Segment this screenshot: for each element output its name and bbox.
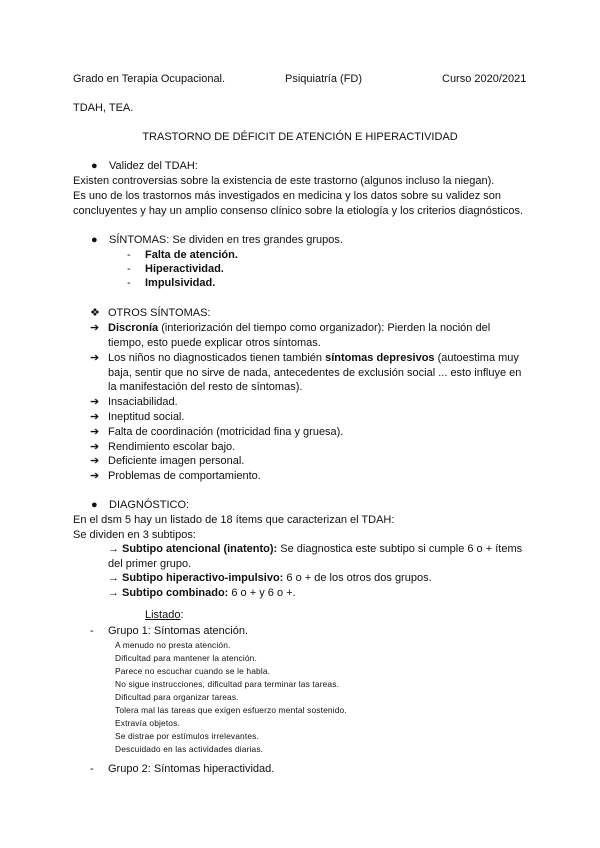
depresivos-post: (autoestima muy	[434, 352, 519, 364]
subtipo-1-term: Subtipo atencional (inatento):	[122, 543, 278, 555]
bullet-icon: ●	[91, 499, 98, 511]
grupo-1-item: Se distrae por estímulos irrelevantes.	[115, 731, 259, 741]
listado-title	[145, 608, 184, 622]
dash-icon: -	[127, 263, 131, 275]
document-title: TRASTORNO DE DÉFICIT DE ATENCIÓN E HIPERACTIVIDAD	[142, 131, 458, 143]
subtipo-3-term: Subtipo combinado:	[122, 587, 229, 599]
listado-colon: :	[180, 609, 184, 621]
grupo-1-item: No sigue instrucciones, dificultad para terminar las tareas.	[115, 679, 340, 689]
grupo-1-item: A menudo no presta atención.	[115, 640, 231, 650]
subtipo-3-text: 6 o + y 6 o +.	[228, 587, 296, 599]
discronia-term: Discronía	[108, 322, 159, 334]
depresivos-cont-2: la manifestación del resto de síntomas).	[108, 381, 303, 393]
sintomas-heading: SÍNTOMAS: Se dividen en tres grandes grupos.	[109, 234, 343, 246]
sintoma-item: Falta de atención.	[145, 249, 238, 261]
subtipo-2	[122, 571, 432, 585]
arrow-bullet-icon: ➔	[90, 411, 100, 423]
discronia-text: (interiorización del tiempo como organizador): Pierden la noción del	[158, 322, 491, 334]
arrow-bullet-icon: ➔	[90, 455, 100, 467]
diagnostico-line-1: En el dsm 5 hay un listado de 18 ítems que caracterizan el TDAH:	[73, 514, 395, 526]
grupo-1-item: Extravía objetos.	[115, 718, 180, 728]
topic-line: TDAH, TEA.	[73, 102, 134, 114]
diagnostico-line-2: Se dividen en 3 subtipos:	[73, 529, 196, 541]
otros-item: Insaciabilidad.	[108, 396, 178, 408]
otros-item: Ineptitud social.	[108, 411, 185, 423]
dash-icon: -	[90, 625, 94, 637]
grupo-1-heading: Grupo 1: Síntomas atención.	[108, 625, 249, 637]
dash-icon: -	[127, 249, 131, 261]
sintoma-item: Impulsividad.	[145, 277, 216, 289]
sintoma-item: Hiperactividad.	[145, 263, 224, 275]
validez-line-1: Existen controversias sobre la existencia de este trastorno (algunos incluso la niegan).	[73, 175, 495, 187]
arrow-bullet-icon: ➔	[90, 470, 100, 482]
depresivos-term: síntomas depresivos	[325, 352, 435, 364]
arrow-bullet-icon: ➔	[90, 322, 100, 334]
arrow-bullet-icon: ➔	[90, 352, 100, 364]
dash-icon: -	[127, 277, 131, 289]
subtipo-1-cont: del primer grupo.	[108, 558, 192, 570]
subtipo-2-term: Subtipo hiperactivo-impulsivo:	[122, 572, 284, 584]
grupo-1-item: Dificultad para organizar tareas.	[115, 692, 239, 702]
grupo-1-item: Descuidado en las actividades diarias.	[115, 744, 264, 754]
validez-line-3: concluyentes y hay un amplio consenso clínico sobre la etiología y los criterios diagnósticos.	[73, 205, 524, 217]
discronia-cont: tiempo, esto puede explicar otros síntomas.	[108, 337, 321, 349]
subtipo-3	[122, 586, 296, 600]
right-arrow-icon: →	[108, 543, 119, 555]
arrow-bullet-icon: ➔	[90, 396, 100, 408]
diagnostico-heading: DIAGNÓSTICO:	[109, 499, 190, 511]
validez-heading: Validez del TDAH:	[109, 160, 198, 172]
dash-icon: -	[90, 763, 94, 775]
right-arrow-icon: →	[108, 572, 119, 584]
grupo-1-item: Dificultad para mantener la atención.	[115, 653, 257, 663]
bullet-icon: ●	[91, 234, 98, 246]
otros-item: Problemas de comportamiento.	[108, 470, 261, 482]
validez-line-2: Es uno de los trastornos más investigados en medicina y los datos sobre su validez son	[73, 190, 502, 202]
grupo-1-item: Parece no escuchar cuando se le habla.	[115, 666, 271, 676]
otros-item: Falta de coordinación (motricidad fina y gruesa).	[108, 426, 344, 438]
right-arrow-icon: →	[108, 587, 119, 599]
listado-label: Listado	[145, 609, 181, 621]
depresivos-pre: Los niños no diagnosticados tienen también	[108, 352, 326, 364]
depresivos-cont-1: baja, sentir que no sirve de nada, antecedentes de exclusión social ... esto influye en	[108, 367, 522, 379]
arrow-bullet-icon: ➔	[90, 441, 100, 453]
bullet-icon: ●	[91, 160, 98, 172]
arrow-bullet-icon: ➔	[90, 426, 100, 438]
header-subject: Psiquiatría (FD)	[285, 73, 363, 85]
header-year: Curso 2020/2021	[442, 73, 527, 85]
depresivos-line	[108, 351, 519, 365]
discronia-line	[108, 321, 490, 335]
subtipo-1	[122, 542, 522, 556]
header-course: Grado en Terapia Ocupacional.	[73, 73, 226, 85]
diamond-bullet-icon: ❖	[90, 307, 100, 319]
otros-item: Deficiente imagen personal.	[108, 455, 245, 467]
grupo-2-heading: Grupo 2: Síntomas hiperactividad.	[108, 763, 275, 775]
otros-heading: OTROS SÍNTOMAS:	[108, 307, 211, 319]
subtipo-2-text: 6 o + de los otros dos grupos.	[283, 572, 432, 584]
grupo-1-item: Tolera mal las tareas que exigen esfuerzo mental sostenido.	[115, 705, 347, 715]
subtipo-1-text: Se diagnostica este subtipo si cumple 6 o + ítems	[277, 543, 523, 555]
otros-item: Rendimiento escolar bajo.	[108, 441, 236, 453]
